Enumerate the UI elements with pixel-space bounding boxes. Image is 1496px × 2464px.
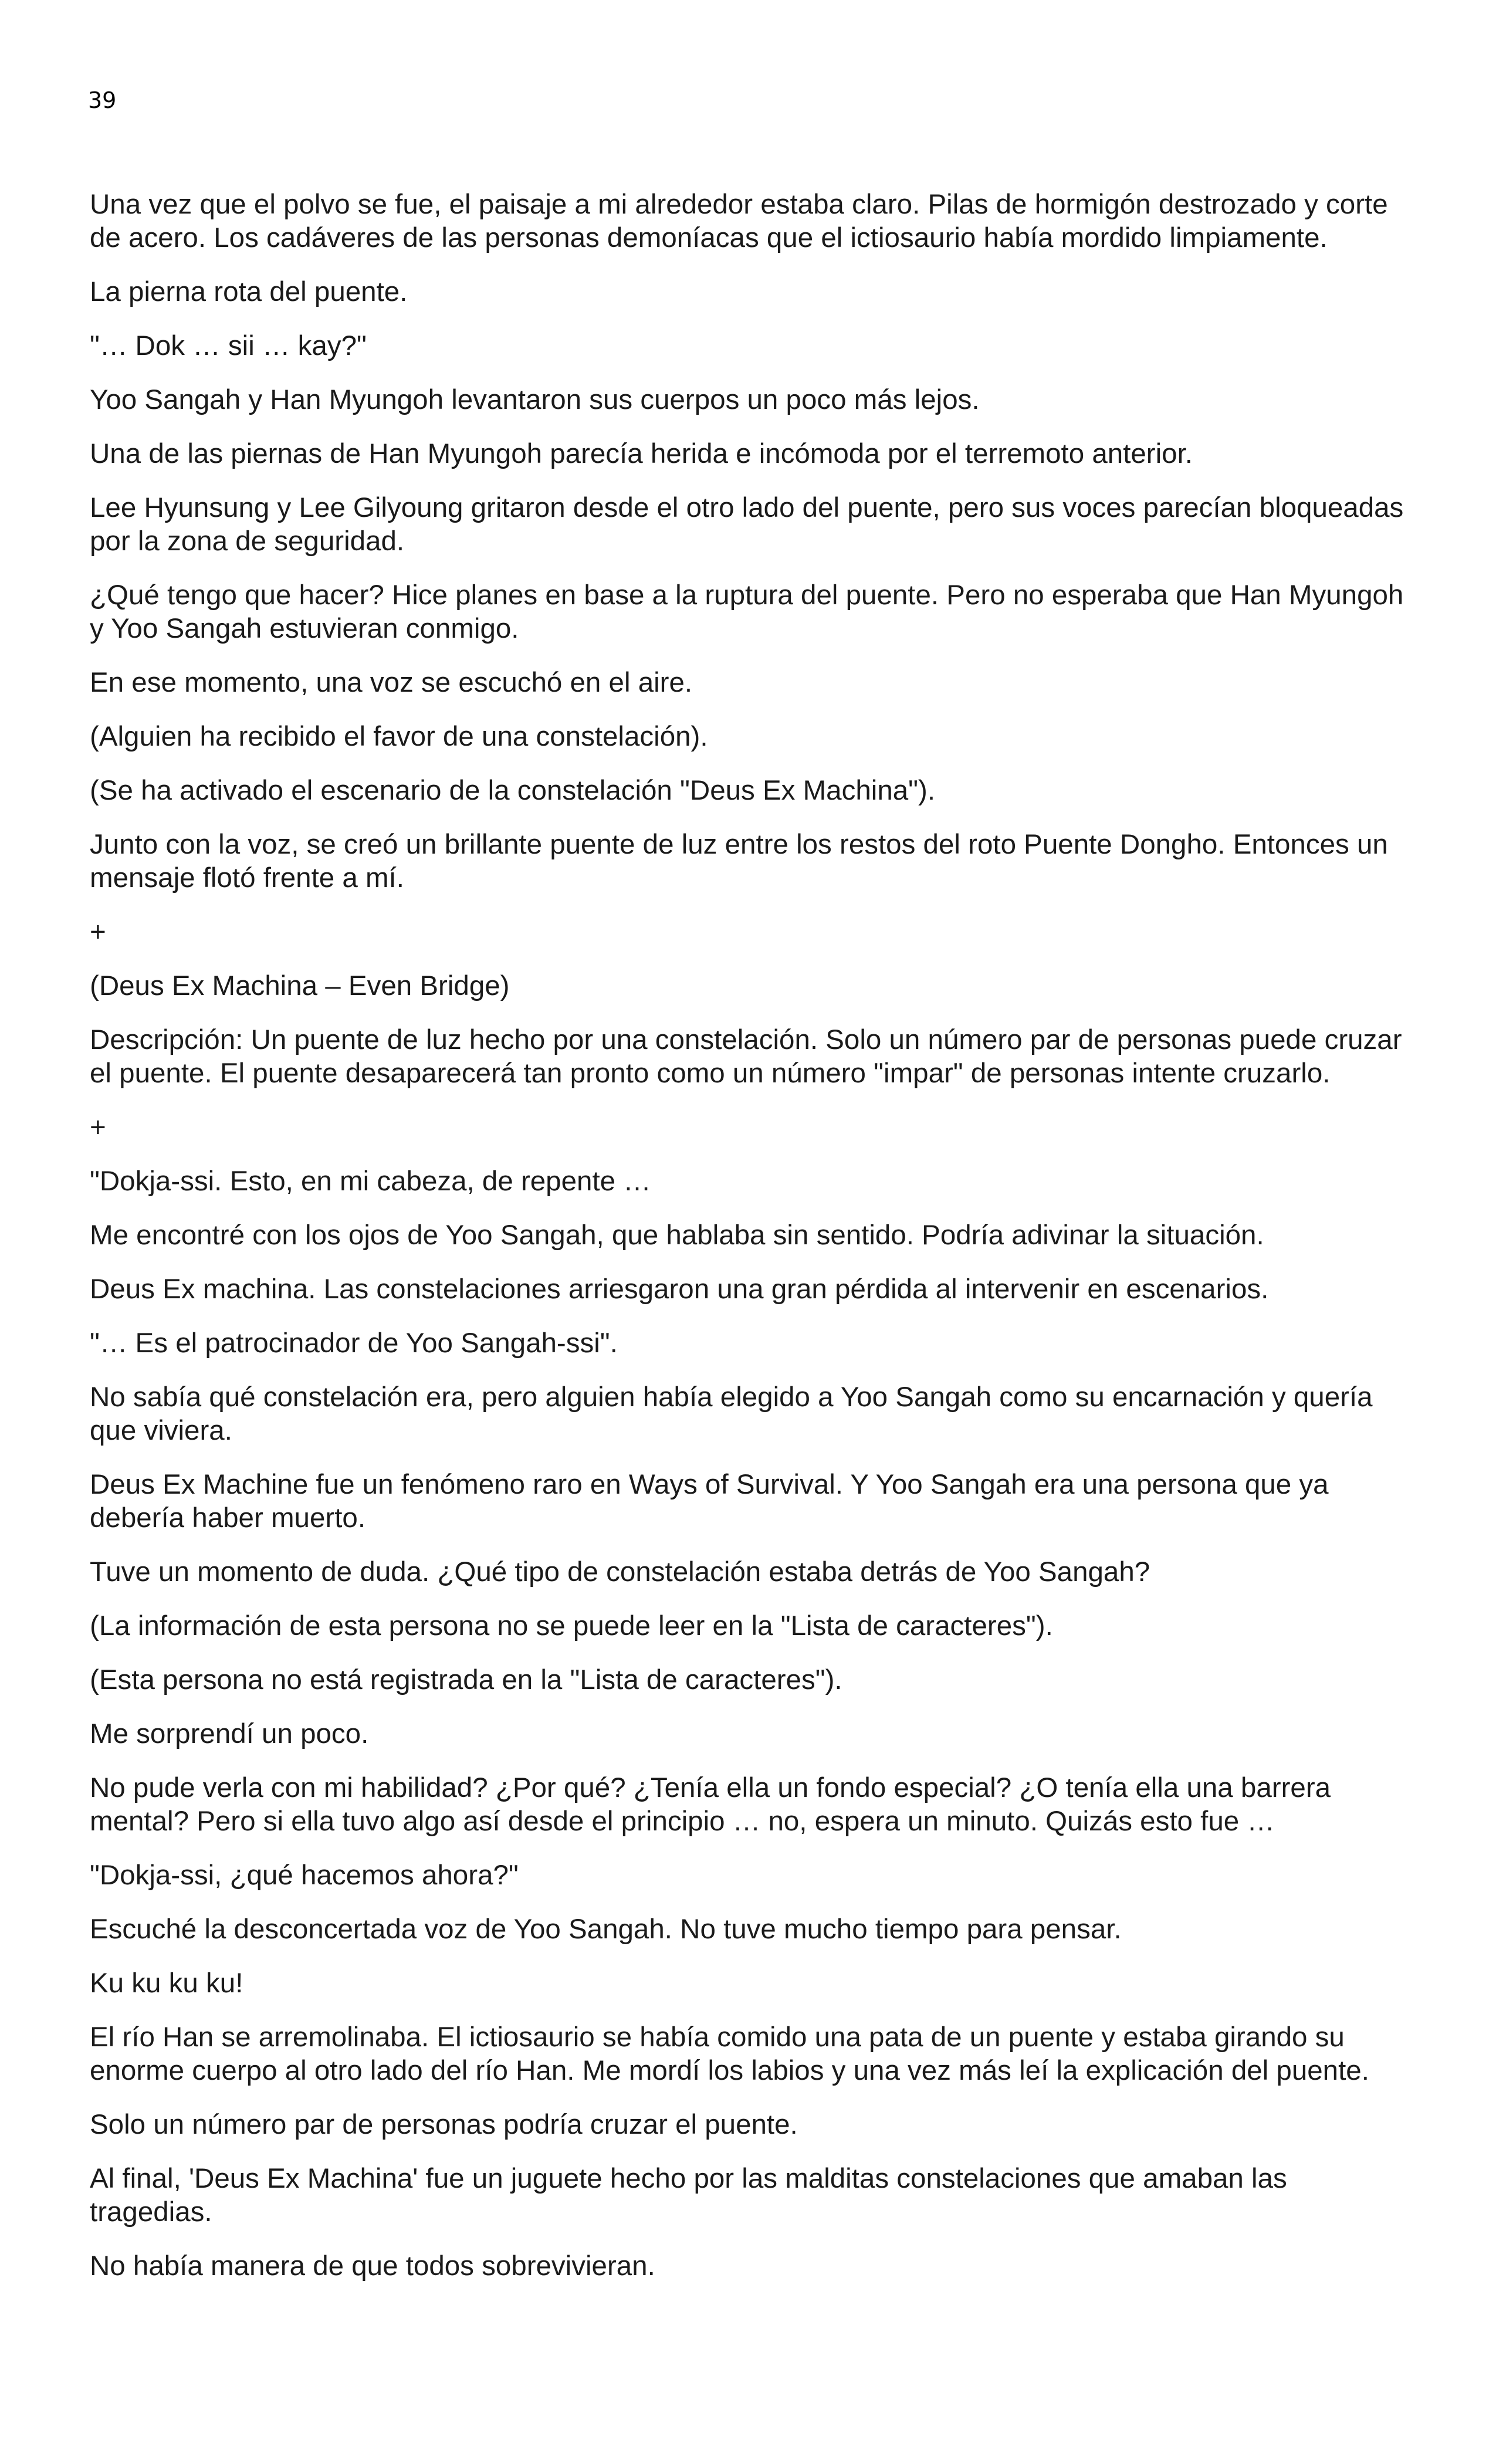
paragraph: Me encontré con los ojos de Yoo Sangah, que hablaba sin sentido. Podría adivinar la situación. (90, 1220, 1264, 1251)
separator-plus: + (90, 916, 106, 947)
paragraph: (La información de esta persona no se puede leer en la "Lista de caracteres"). (90, 1610, 1053, 1641)
paragraph: La pierna rota del puente. (90, 276, 408, 307)
paragraph: Yoo Sangah y Han Myungoh levantaron sus cuerpos un poco más lejos. (90, 384, 980, 415)
paragraph: En ese momento, una voz se escuchó en el aire. (90, 667, 693, 698)
paragraph: Lee Hyunsung y Lee Gilyoung gritaron desde el otro lado del puente, pero sus voces parecían bloqueadas por la zona de seguridad. (90, 492, 1404, 557)
paragraph: Una vez que el polvo se fue, el paisaje a mi alrededor estaba claro. Pilas de hormigón destrozado y corte de acero. Los cadáveres de las personas demoníacas que el ictiosaurio había mordido limpiamente. (90, 189, 1388, 253)
paragraph: Tuve un momento de duda. ¿Qué tipo de constelación estaba detrás de Yoo Sangah? (90, 1556, 1150, 1588)
paragraph: Una de las piernas de Han Myungoh parecía herida e incómoda por el terremoto anterior. (90, 438, 1193, 469)
paragraph: Deus Ex machina. Las constelaciones arriesgaron una gran pérdida al intervenir en escenarios. (90, 1274, 1269, 1305)
paragraph: ¿Qué tengo que hacer? Hice planes en base a la ruptura del puente. Pero no esperaba que Han Myungoh y Yoo Sangah estuvieran conmigo. (90, 580, 1404, 644)
paragraph: "Dokja-ssi. Esto, en mi cabeza, de repente … (90, 1166, 651, 1197)
paragraph: "… Dok … sii … kay?" (90, 330, 367, 361)
paragraph: (Alguien ha recibido el favor de una constelación). (90, 721, 708, 752)
paragraph: Deus Ex Machine fue un fenómeno raro en Ways of Survival. Y Yoo Sangah era una persona que ya debería haber muerto. (90, 1469, 1329, 1534)
separator-plus: + (90, 1112, 106, 1143)
paragraph: "Dokja-ssi, ¿qué hacemos ahora?" (90, 1860, 519, 1891)
paragraph: El río Han se arremolinaba. El ictiosaurio se había comido una pata de un puente y estaba girando su enorme cuerpo al otro lado del río Han. Me mordí los labios y una vez más leí la explicación del puente. (90, 2022, 1369, 2086)
page-number: 39 (88, 87, 117, 113)
paragraph: Ku ku ku ku! (90, 1968, 243, 1999)
paragraph: Escuché la desconcertada voz de Yoo Sangah. No tuve mucho tiempo para pensar. (90, 1914, 1122, 1945)
paragraph: (Se ha activado el escenario de la constelación "Deus Ex Machina"). (90, 775, 936, 806)
paragraph: No sabía qué constelación era, pero alguien había elegido a Yoo Sangah como su encarnación y quería que viviera. (90, 1382, 1373, 1446)
paragraph: No había manera de que todos sobrevivieran. (90, 2250, 655, 2282)
paragraph: (Esta persona no está registrada en la "Lista de caracteres"). (90, 1664, 842, 1695)
paragraph: Al final, 'Deus Ex Machina' fue un juguete hecho por las malditas constelaciones que amaban las tragedias. (90, 2163, 1287, 2228)
paragraph: "… Es el patrocinador de Yoo Sangah-ssi". (90, 1328, 618, 1359)
paragraph: Junto con la voz, se creó un brillante puente de luz entre los restos del roto Puente Dongho. Entonces un mensaje flotó frente a mí. (90, 829, 1388, 893)
paragraph: Solo un número par de personas podría cruzar el puente. (90, 2109, 798, 2140)
paragraph: (Deus Ex Machina – Even Bridge) (90, 970, 510, 1001)
paragraph: Descripción: Un puente de luz hecho por una constelación. Solo un número par de personas puede cruzar el puente. El puente desaparecerá tan pronto como un número "impar" de personas intente cruzarlo. (90, 1024, 1402, 1089)
body-text (90, 188, 1410, 2303)
paragraph: Me sorprendí un poco. (90, 1718, 369, 1749)
paragraph: No pude verla con mi habilidad? ¿Por qué? ¿Tenía ella un fondo especial? ¿O tenía ella una barrera mental? Pero si ella tuvo algo así desde el principio … no, espera un minuto. Quizás esto fue … (90, 1772, 1331, 1837)
